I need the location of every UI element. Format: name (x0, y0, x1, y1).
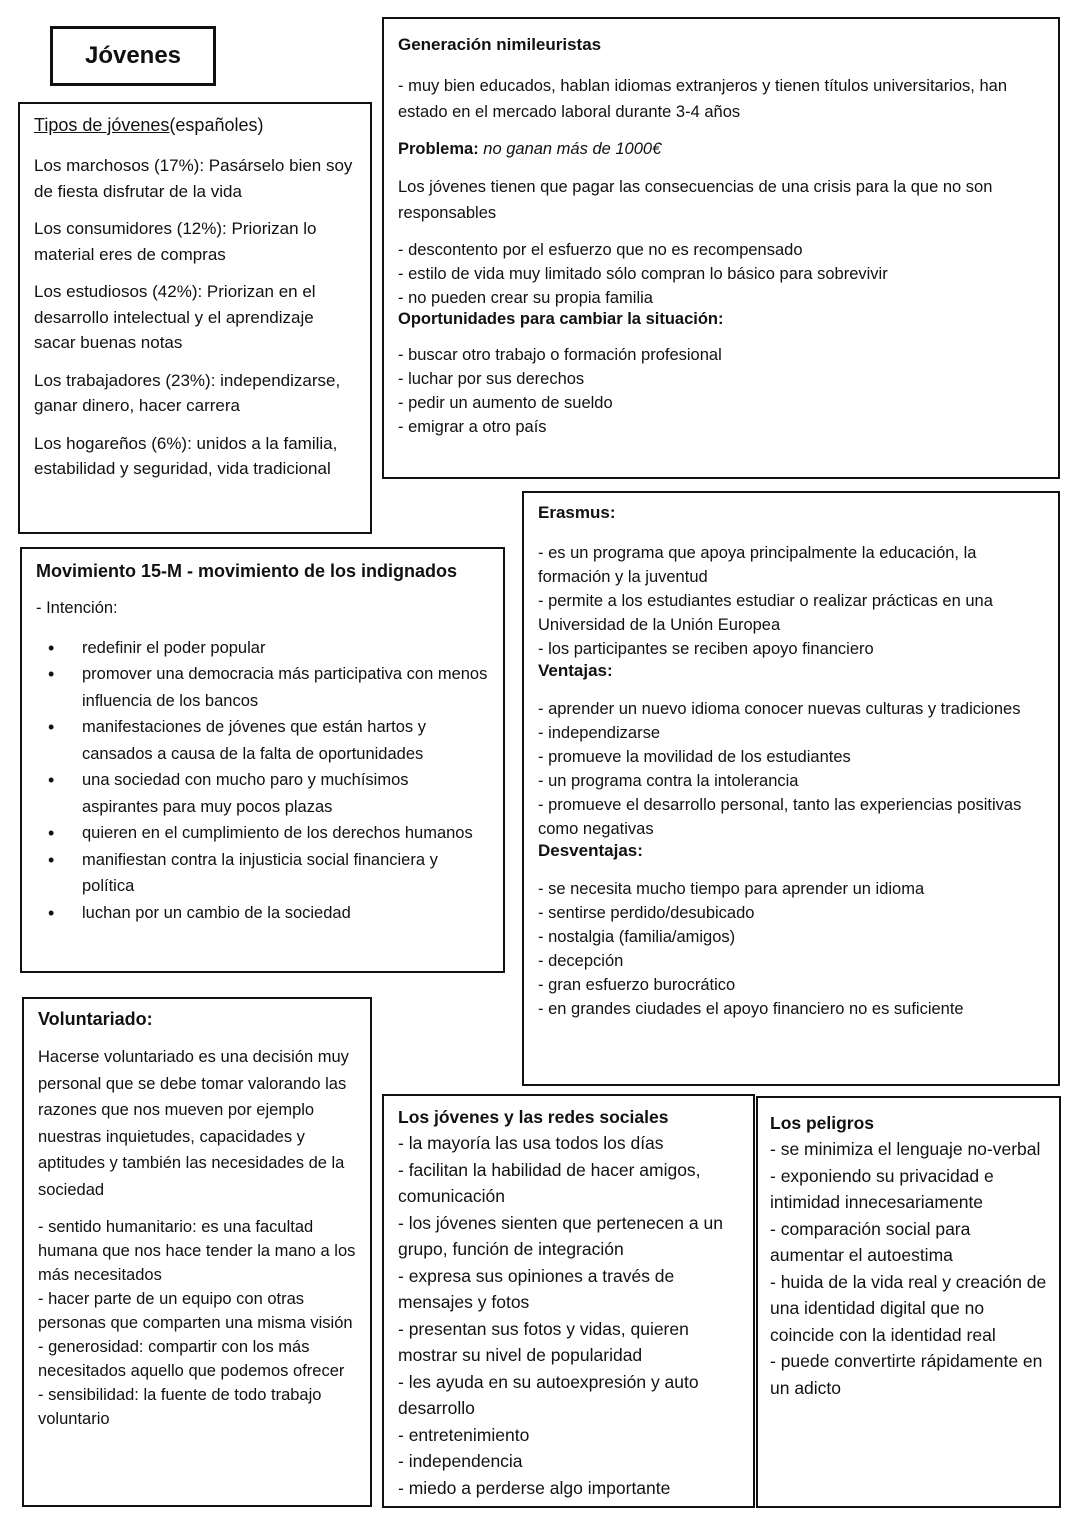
ventajas-heading: Ventajas: (538, 661, 613, 680)
desventaja-item: - decepción (538, 952, 624, 970)
tipos-box (18, 102, 372, 534)
ventaja-item: - aprender un nuevo idioma conocer nuevas culturas y tradiciones (538, 700, 1021, 718)
desventaja-item: - nostalgia (familia/amigos) (538, 928, 736, 946)
redes-item: - independencia (398, 1451, 523, 1471)
generacion-problema (398, 137, 1044, 162)
redes-box (382, 1094, 755, 1508)
voluntariado-heading: Voluntariado: (38, 1009, 153, 1029)
erasmus-intro-item: - es un programa que apoya principalmente la educación, la formación y la juventud (538, 544, 977, 586)
redes-item: - miedo a perderse algo importante (398, 1477, 671, 1498)
oportunidad-item: - pedir un aumento de sueldo (398, 393, 613, 412)
oportunidad-item: - emigrar a otro país (398, 417, 547, 436)
erasmus-intro-item: - permite a los estudiantes estudiar o realizar prácticas en una Universidad de la Unión Europea (538, 592, 993, 634)
tipos-item: Los consumidores (12%): Priorizan lo material eres de compras (34, 219, 317, 264)
generacion-consecuencias: Los jóvenes tienen que pagar las consecuencias de una crisis para la que no son responsables (398, 177, 993, 222)
voluntariado-item: - sensibilidad: la fuente de todo trabajo voluntario (38, 1386, 322, 1428)
peligro-item: - huida de la vida real y creación de una identidad digital que no coincide con la identidad real (770, 1271, 1047, 1345)
generacion-heading: Generación nimileuristas (398, 35, 602, 54)
movimiento-item: • promover una democracia más participativa con menos influencia de los bancos (36, 661, 489, 714)
desventaja-item: - sentirse perdido/desubicado (538, 904, 755, 922)
movimiento-item: • luchan por un cambio de la sociedad (36, 900, 489, 927)
peligros-box (756, 1096, 1061, 1508)
movimiento-item: • redefinir el poder popular (36, 635, 489, 662)
oportunidad-item: - luchar por sus derechos (398, 369, 585, 388)
ventaja-item: - independizarse (538, 724, 660, 742)
voluntariado-item: - sentido humanitario: es una facultad humana que nos hace tender la mano a los más necesitados (38, 1218, 356, 1284)
generacion-intro: - muy bien educados, hablan idiomas extranjeros y tienen títulos universitarios, han estado en el mercado laboral durante 3-4 años (398, 77, 1008, 121)
erasmus-box (522, 491, 1060, 1086)
desventaja-item: - en grandes ciudades el apoyo financiero no es suficiente (538, 1000, 964, 1018)
redes-item: - entretenimiento (398, 1424, 530, 1445)
redes-heading: Los jóvenes y las redes sociales (398, 1107, 669, 1127)
redes-item: - presentan sus fotos y vidas, quieren mostrar su nivel de popularidad (398, 1318, 689, 1365)
tipos-heading-suffix: (españoles) (169, 115, 264, 135)
tipos-item: Los hogareños (6%): unidos a la familia, estabilidad y seguridad, vida tradicional (34, 433, 338, 478)
peligro-item: - puede convertirte rápidamente en un adicto (770, 1351, 1043, 1398)
movimiento-item: • manifiestan contra la injusticia social financiera y política (36, 847, 489, 900)
voluntariado-box (22, 997, 372, 1507)
erasmus-heading: Erasmus: (538, 503, 616, 522)
desventajas-heading: Desventajas: (538, 841, 643, 860)
page-title (50, 26, 216, 86)
redes-item: - los jóvenes sienten que pertenecen a un grupo, función de integración (398, 1212, 723, 1259)
tipos-item: Los marchosos (17%): Pasárselo bien soy de fiesta disfrutar de la vida (34, 156, 353, 201)
movimiento-box (20, 547, 505, 973)
oportunidad-item: - buscar otro trabajo o formación profesional (398, 345, 722, 364)
tipos-item: Los estudiosos (42%): Priorizan en el desarrollo intelectual y el aprendizaje sacar buenas notas (34, 282, 316, 352)
page-title-text: Jóvenes (84, 42, 182, 69)
voluntariado-item: - generosidad: compartir con los más necesitados aquello que podemos ofrecer (38, 1338, 345, 1380)
redes-item: - facilitan la habilidad de hacer amigos, comunicación (398, 1159, 701, 1206)
generacion-box (382, 17, 1060, 479)
movimiento-item: • una sociedad con mucho paro y muchísimos aspirantes para muy pocos plazas (36, 767, 489, 820)
movimiento-item: • manifestaciones de jóvenes que están hartos y cansados a causa de la falta de oportunidades (36, 714, 489, 767)
generacion-item: - no pueden crear su propia familia (398, 288, 653, 307)
movimiento-heading: Movimiento 15-M - movimiento de los indignados (36, 561, 458, 581)
movimiento-item: • quieren en el cumplimiento de los derechos humanos (36, 820, 489, 847)
ventaja-item: - promueve la movilidad de los estudiantes (538, 748, 851, 766)
peligro-item: - exponiendo su privacidad e intimidad innecesariamente (770, 1165, 994, 1212)
problema-label: Problema: (398, 140, 479, 158)
redes-item: - les ayuda en su autoexpresión y auto desarrollo (398, 1371, 699, 1418)
desventaja-item: - se necesita mucho tiempo para aprender un idioma (538, 880, 925, 898)
peligro-item: - comparación social para aumentar el autoestima (770, 1218, 971, 1265)
voluntariado-intro: Hacerse voluntariado es una decisión muy personal que se debe tomar valorando las razones que nos mueven por ejemplo nuestras inquietudes, capacidades y aptitudes y también las necesidades de la sociedad (38, 1048, 349, 1199)
tipos-item: Los trabajadores (23%): independizarse, ganar dinero, hacer carrera (34, 370, 341, 415)
problema-text: no ganan más de 1000€ (483, 140, 662, 158)
voluntariado-item: - hacer parte de un equipo con otras personas que comparten una misma visión (38, 1290, 353, 1332)
desventaja-item: - gran esfuerzo burocrático (538, 976, 736, 994)
peligros-heading: Los peligros (770, 1113, 875, 1133)
tipos-heading-main: Tipos de jóvenes (34, 115, 170, 135)
ventaja-item: - promueve el desarrollo personal, tanto las experiencias positivas como negativas (538, 796, 1022, 838)
generacion-item: - estilo de vida muy limitado sólo compran lo básico para sobrevivir (398, 264, 888, 283)
movimiento-intencion: - Intención: (36, 599, 118, 617)
tipos-heading (34, 112, 356, 139)
erasmus-intro-item: - los participantes se reciben apoyo financiero (538, 640, 874, 658)
oportunidades-heading: Oportunidades para cambiar la situación: (398, 309, 724, 328)
ventaja-item: - un programa contra la intolerancia (538, 772, 799, 790)
redes-item: - la mayoría las usa todos los días (398, 1133, 664, 1153)
generacion-item: - descontento por el esfuerzo que no es recompensado (398, 240, 803, 259)
peligro-item: - se minimiza el lenguaje no-verbal (770, 1139, 1041, 1159)
redes-item: - expresa sus opiniones a través de mensajes y fotos (398, 1265, 675, 1312)
